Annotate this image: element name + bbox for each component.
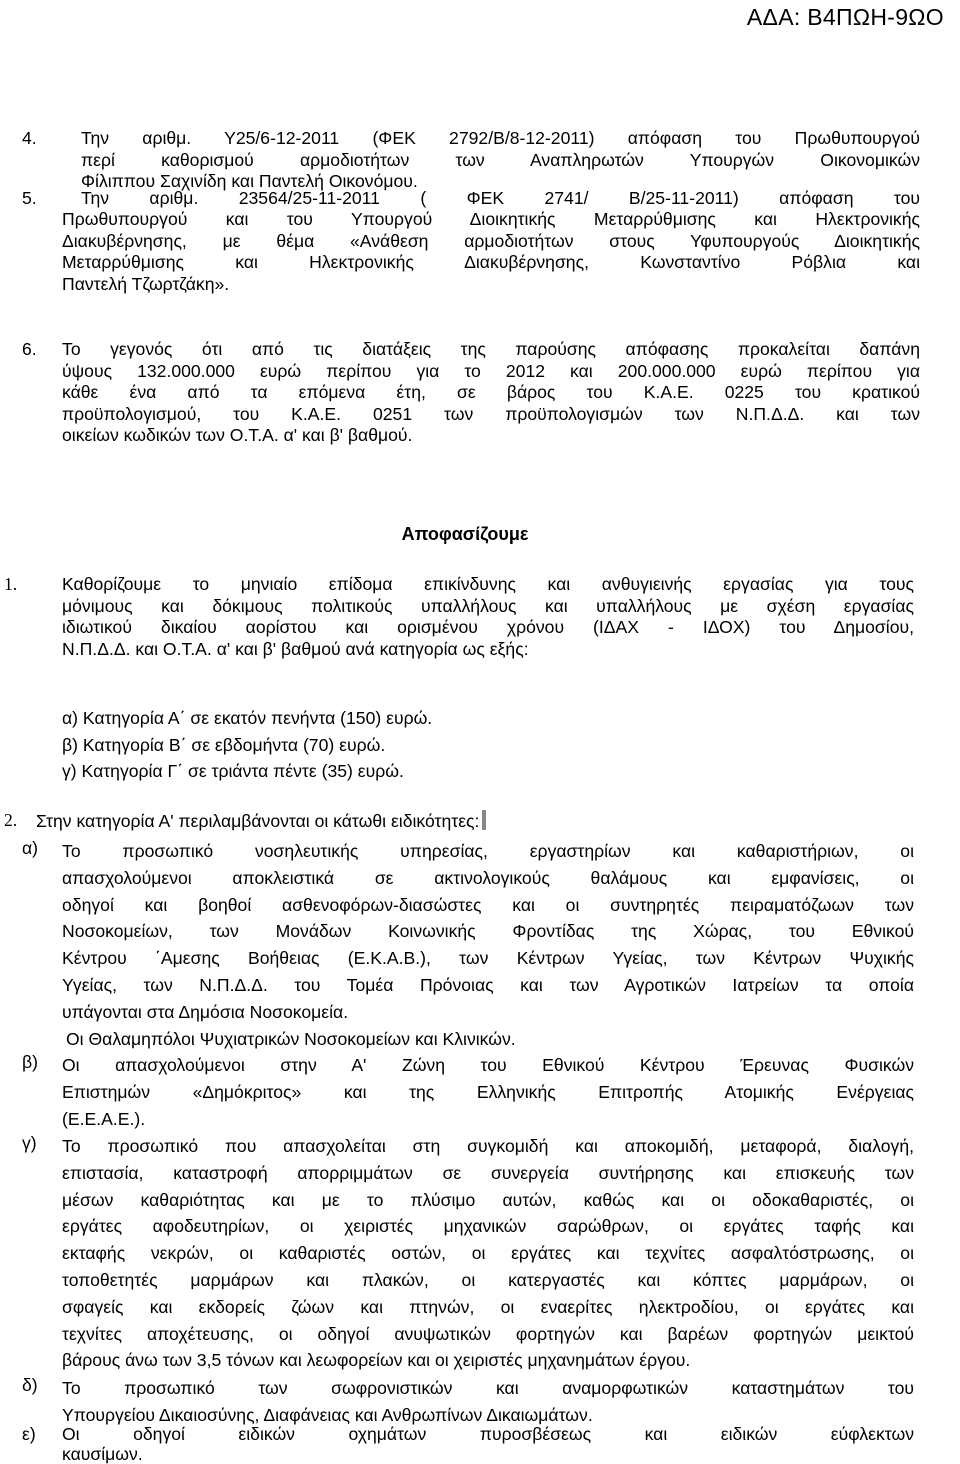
article-2-intro	[36, 810, 486, 833]
specialty-a-line: υπάγονται στα Δημόσια Νοσοκομεία.	[62, 1001, 349, 1022]
category-item: β) Κατηγορία Β΄ σε εβδομήντα (70) ευρώ.	[62, 734, 386, 755]
specialty-a-line: Νοσοκομείων, των Μονάδων Κοινωνικής Φροντίδας της Χώρας, του Εθνικού	[62, 921, 914, 942]
specialty-c-line: Το προσωπικό που απασχολείται στη συγκομιδή και αποκομιδή, μεταφορά, διαλογή,	[62, 1136, 914, 1156]
article-1-line: Καθορίζουμε το μηνιαίο επίδομα επικίνδυνης και ανθυγιεινής εργασίας για τους	[62, 574, 914, 594]
item-5-text	[81, 188, 920, 210]
text-cursor	[482, 810, 486, 830]
item-6-text	[62, 339, 920, 447]
article-1-number: 1.	[4, 574, 18, 594]
specialty-c-line: τοποθετητές μαρμάρων και πλακών, οι κατεργαστές και κόπτες μαρμάρων, οι	[62, 1269, 914, 1290]
specialty-a-line: Υγείας, των Ν.Π.Δ.Δ. του Τομέα Πρόνοιας και των Αγροτικών Ιατρείων τα οποία	[62, 974, 914, 995]
item-6-line: οικείων κωδικών των Ο.Τ.Α. α' και β' βαθμού.	[62, 425, 413, 446]
specialty-e-label: ε)	[22, 1424, 36, 1444]
specialty-c-line: βάρους άνω των 3,5 τόνων και λεωφορείων και οι χειριστές μηχανημάτων έργου.	[62, 1350, 691, 1371]
item-6-line: προϋπολογισμού, του Κ.Α.Ε. 0251 των προϋπολογισμών των Ν.Π.Δ.Δ. και των	[62, 403, 920, 424]
specialty-c-line: τεχνίτες αποχέτευσης, οι οδηγοί ανυψωτικών φορτηγών και βαρέων φορτηγών μεικτού	[62, 1323, 914, 1344]
item-5-line: Μεταρρύθμισης και Ηλεκτρονικής Διακυβέρνησης, Κωνσταντίνο Ρόβλια και	[62, 252, 920, 273]
specialty-d-text	[62, 1375, 914, 1429]
specialty-c-line: εργάτες αφοδευτηρίων, οι χειριστές μηχανικών σαρώθρων, οι εργάτες ταφής και	[62, 1216, 914, 1237]
specialty-d-line: Το προσωπικό των σωφρονιστικών και αναμορφωτικών καταστημάτων του	[62, 1378, 914, 1398]
specialty-b-line: (Ε.Ε.Α.Ε.).	[62, 1108, 146, 1129]
item-6-number: 6.	[22, 339, 37, 359]
article-1-text	[62, 574, 914, 660]
category-list	[62, 705, 432, 785]
item-4-text	[81, 128, 920, 193]
item-5-line: Διακυβέρνησης, με θέμα «Ανάθεση αρμοδιοτήτων στους Υφυπουργούς Διοικητικής	[62, 230, 920, 251]
item-4-line: Φίλιππου Σαχινίδη και Παντελή Οικονόμου.	[81, 171, 418, 192]
specialty-e-line: καυσίμων.	[62, 1444, 143, 1464]
specialty-d-label: δ)	[22, 1375, 38, 1395]
specialty-e-line: Οι οδηγοί ειδικών οχημάτων πυροσβέσεως και ειδικών εύφλεκτων	[62, 1424, 914, 1444]
item-5-line: Παντελή Τζωρτζάκη».	[62, 273, 230, 294]
specialty-c-label: γ)	[22, 1133, 37, 1153]
specialty-b-line: Επιστημών «Δημόκριτος» και της Ελληνικής Επιτροπής Ατομικής Ενέργειας	[62, 1081, 914, 1102]
specialty-b-text	[62, 1052, 914, 1132]
specialty-c-text	[62, 1133, 914, 1374]
category-item: γ) Κατηγορία Γ΄ σε τριάντα πέντε (35) ευρώ.	[62, 761, 404, 782]
article-1-line: μόνιμους και δόκιμους πολιτικούς υπαλλήλους και υπαλλήλους με σχέση εργασίας	[62, 595, 914, 616]
item-4-line: περί καθορισμού αρμοδιοτήτων των Αναπληρωτών Υπουργών Οικονομικών	[81, 149, 920, 170]
item-5-text-cont	[62, 209, 920, 295]
article-2-intro-text: Στην κατηγορία Α' περιλαμβάνονται οι κάτωθι ειδικότητες:	[36, 811, 480, 831]
item-6-line: κάθε ένα από τα επόμενα έτη, σε βάρος του Κ.Α.Ε. 0225 του κρατικού	[62, 382, 920, 403]
specialty-b-line: Οι απασχολούμενοι στην Α' Ζώνη του Εθνικού Κέντρου Έρευνας Φυσικών	[62, 1055, 914, 1075]
specialty-a-label: α)	[22, 838, 39, 858]
specialty-d-line: Υπουργείου Δικαιοσύνης, Διαφάνειας και Ανθρωπίνων Δικαιωμάτων.	[62, 1404, 593, 1425]
article-1-line: ιδιωτικού δικαίου αορίστου και ορισμένου χρόνου (ΙΔΑΧ - ΙΔΟΧ) του Δημοσίου,	[62, 617, 914, 638]
article-2-number: 2.	[4, 810, 18, 830]
decision-heading: Αποφασίζουμε	[401, 524, 529, 544]
specialty-c-line: μέσων καθαριότητας και με το πλύσιμο αυτών, καθώς και οι οδοκαθαριστές, οι	[62, 1189, 914, 1210]
article-1-line: Ν.Π.Δ.Δ. και Ο.Τ.Α. α' και β' βαθμού ανά κατηγορία ως εξής:	[62, 638, 529, 659]
item-4-line: Την αριθμ. Υ25/6-12-2011 (ΦΕΚ 2792/Β/8-12-2011) απόφαση του Πρωθυπουργού	[81, 128, 920, 148]
specialty-c-line: σφαγείς και εκδορείς ζώων και πτηνών, οι εναερίτες ηλεκτροδίου, οι εργάτες και	[62, 1296, 914, 1317]
specialty-b-label: β)	[22, 1052, 38, 1072]
specialty-e-text	[62, 1424, 914, 1464]
specialty-a-line: οδηγοί και βοηθοί ασθενοφόρων-διασώστες και οι συντηρητές πειραματόζωων των	[62, 894, 914, 915]
specialty-c-line: επιστασία, καταστροφή απορριμμάτων σε συνεργεία συντήρησης και επισκευής των	[62, 1162, 914, 1183]
specialty-a-line: Κέντρου ΄Αμεσης Βοήθειας (Ε.Κ.Α.Β.), των Κέντρων Υγείας, των Κέντρων Ψυχικής	[62, 948, 914, 969]
item-6-line: Το γεγονός ότι από τις διατάξεις της παρούσης απόφασης προκαλείται δαπάνη	[62, 339, 920, 359]
specialty-a-extra: Οι Θαλαμηπόλοι Ψυχιατρικών Νοσοκομείων και Κλινικών.	[66, 1028, 516, 1049]
ada-code: ΑΔΑ: Β4ΠΩΗ-9ΩΟ	[746, 4, 944, 30]
specialty-c-line: εκταφής νεκρών, οι καθαριστές οστών, οι εργάτες και τεχνίτες ασφαλτόστρωσης, οι	[62, 1243, 914, 1264]
specialty-a-line: απασχολούμενοι αποκλειστικά σε ακτινολογικούς θαλάμους και εμφανίσεις, οι	[62, 867, 914, 888]
specialty-a-line: Το προσωπικό νοσηλευτικής υπηρεσίας, εργαστηρίων και καθαριστήριων, οι	[62, 841, 914, 861]
item-5-line: Την αριθμ. 23564/25-11-2011 ( ΦΕΚ 2741/ Β/25-11-2011) απόφαση του	[81, 188, 920, 208]
item-5-line: Πρωθυπουργού και του Υπουργού Διοικητικής Μεταρρύθμισης και Ηλεκτρονικής	[62, 209, 920, 229]
specialty-a-text	[62, 838, 914, 1052]
category-item: α) Κατηγορία Α΄ σε εκατόν πενήντα (150) ευρώ.	[62, 708, 433, 728]
item-6-line: ύψους 132.000.000 ευρώ περίπου για το 2012 και 200.000.000 ευρώ περίπου για	[62, 360, 920, 381]
item-5-number: 5.	[22, 188, 37, 208]
item-4-number: 4.	[22, 128, 37, 148]
